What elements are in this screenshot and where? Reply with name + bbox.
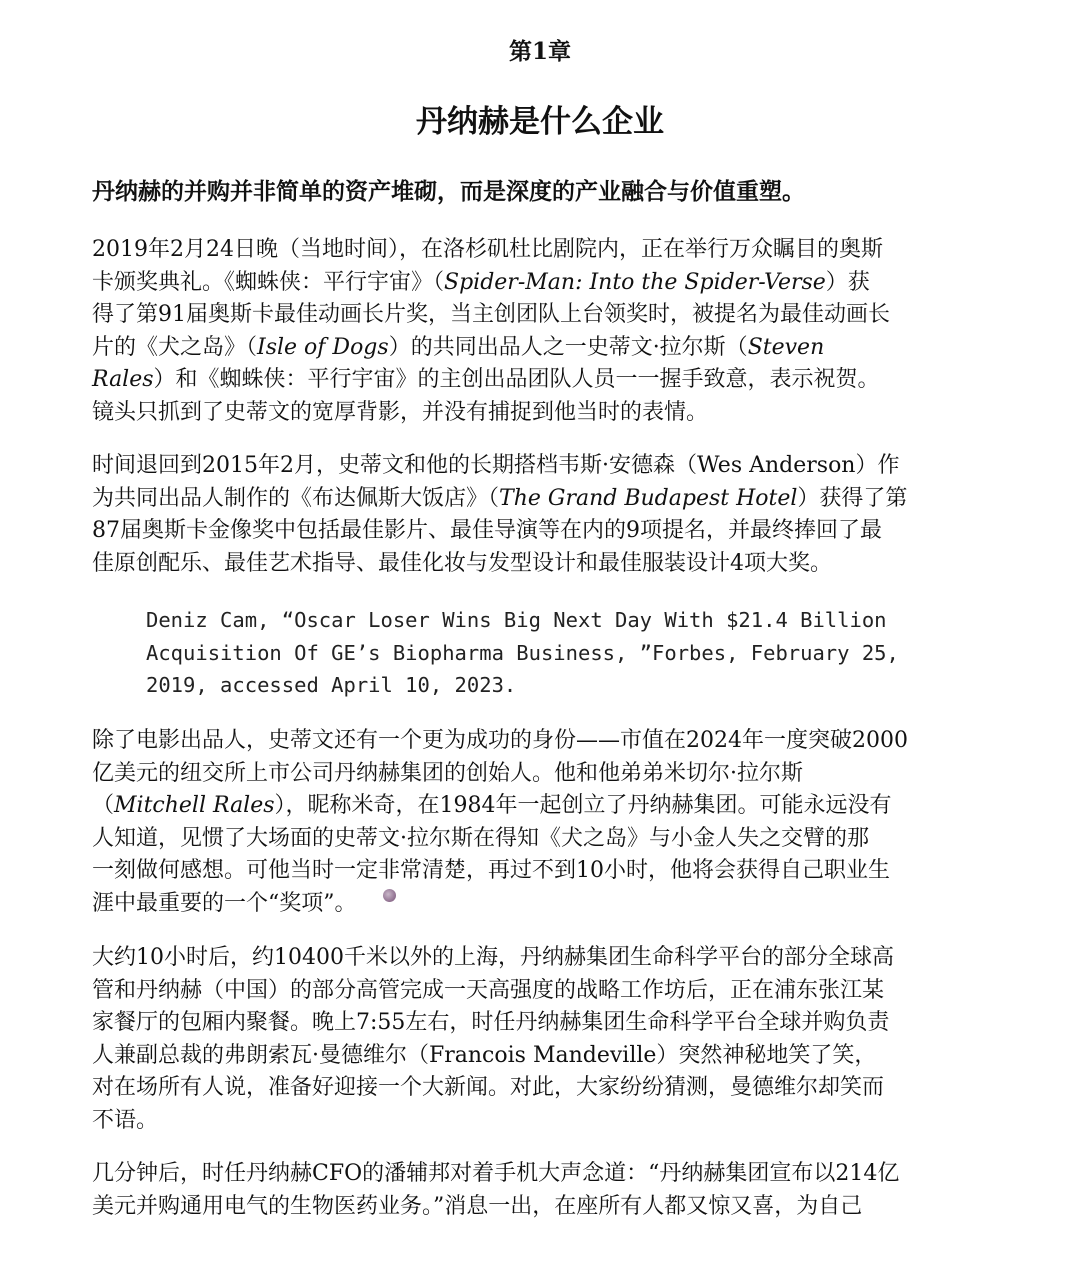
text-line: 美元并购通用电气的生物医药业务。”消息一出，在座所有人都又惊又喜，为自己 [92,1193,863,1219]
text-line: 2019年2月24日晚（当地时间），在洛杉矶杜比剧院内，正在举行万众瞩目的奥斯 [92,237,883,262]
chapter-title: 丹纳赫是什么企业 [416,104,664,140]
text-line: Rales）和《蜘蛛侠：平行宇宙》的主创出品团队人员一一握手致意，表示祝贺。 [92,367,880,393]
citation-note [146,604,1006,702]
paragraph-founder [92,725,992,921]
text-line: 亿美元的纽交所上市公司丹纳赫集团的创始人。他和他弟弟米切尔·拉尔斯 [92,760,803,786]
text-line: 不语。 [92,1107,159,1133]
person-name-en: Mitchell Rales [114,793,275,819]
text-line: 一刻做何感想。可他当时一定非常清楚，再过不到10小时，他将会获得自己职业生 [92,858,890,884]
citation-line: 2019, accessed April 10, 2023. [146,673,517,697]
chapter-label: 第1章 [508,38,571,65]
paragraph-oscar-ceremony [92,234,992,430]
text-line: 87届奥斯卡金像奖中包括最佳影片、最佳导演等在内的9项提名，并最终捧回了最 [92,518,882,544]
paragraph-announcement [92,1158,992,1223]
text-line: 得了第91届奥斯卡最佳动画长片奖，当主创团队上台领奖时，被提名为最佳动画长 [92,302,890,328]
citation-line: Acquisition Of GE’s Biopharma Business, ”Forbes, February 25, [146,640,899,665]
text-line: 人知道，见惯了大场面的史蒂文·拉尔斯在得知《犬之岛》与小金人失之交臂的那 [92,825,869,851]
text-line: 家餐厅的包厢内聚餐。晚上7:55左右，时任丹纳赫集团生命科学平台全球并购负责 [92,1010,890,1036]
text-line: 卡颁奖典礼。《蜘蛛侠：平行宇宙》（Spider-Man: Into the Spider-Verse）获 [92,269,870,295]
text-line: 人兼副总裁的弗朗索瓦·曼德维尔（Francois Mandeville）突然神秘地笑了笑， [92,1042,877,1068]
text-line: （Mitchell Rales），昵称米奇，在1984年一起创立了丹纳赫集团。可能永远没有 [92,793,892,819]
citation-line: Deniz Cam, “Oscar Loser Wins Big Next Day With $21.4 Billion [146,608,887,632]
text-line: 除了电影出品人，史蒂文还有一个更为成功的身份——市值在2024年一度突破2000 [92,728,908,753]
text-line: 大约10小时后，约10400千米以外的上海，丹纳赫集团生命科学平台的部分全球高 [92,945,894,970]
film-title-en: Isle of Dogs [257,334,389,360]
film-title-en: Spider-Man: Into the Spider-Verse [444,269,826,295]
paragraph-shanghai-dinner [92,942,992,1138]
person-name-en: Rales [92,367,154,393]
text-line: 为共同出品人制作的《布达佩斯大饭店》（The Grand Budapest Hotel）获得了第 [92,485,908,511]
lead-sentence: 丹纳赫的并购并非简单的资产堆砌，而是深度的产业融合与价值重塑。 [92,178,805,205]
film-title-en: The Grand Budapest Hotel [499,485,798,511]
text-line: 几分钟后，时任丹纳赫CFO的潘辅邦对着手机大声念道：“丹纳赫集团宣布以214亿 [92,1161,900,1186]
text-line: 管和丹纳赫（中国）的部分高管完成一天高强度的战略工作坊后，正在浦东张江某 [92,977,885,1003]
text-line: 镜头只抓到了史蒂文的宽厚背影，并没有捕捉到他当时的表情。 [92,399,709,425]
text-line: 片的《犬之岛》（Isle of Dogs）的共同出品人之一史蒂文·拉尔斯（Steven [92,334,825,360]
paragraph-grand-budapest [92,450,992,580]
annotation-marker-icon[interactable] [383,889,396,902]
text-line: 对在场所有人说，准备好迎接一个大新闻。对此，大家纷纷猜测，曼德维尔却笑而 [92,1075,885,1101]
text-line: 时间退回到2015年2月，史蒂文和他的长期搭档韦斯·安德森（Wes Anderson）作 [92,453,900,478]
text-line: 涯中最重要的一个“奖项”。 [92,888,992,921]
text-line: 佳原创配乐、最佳艺术指导、最佳化妆与发型设计和最佳服装设计4项大奖。 [92,550,832,576]
person-name-en: Steven [747,334,825,360]
